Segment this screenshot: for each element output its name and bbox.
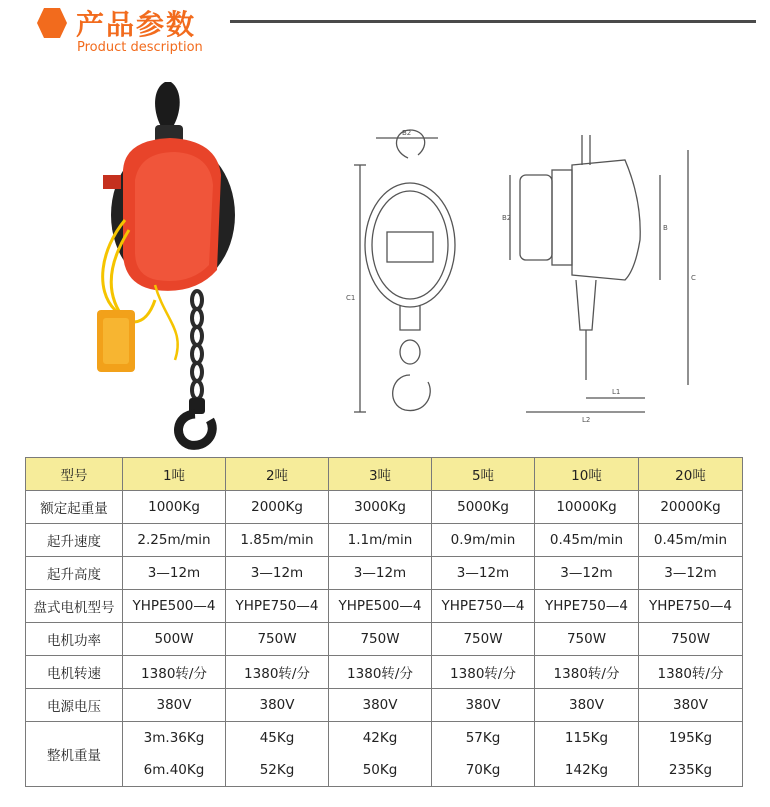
table-row — [26, 623, 743, 656]
dim-label-b2-top: B2 — [402, 129, 412, 137]
table-cell: 380V — [639, 689, 743, 722]
dim-label-l1: L1 — [612, 388, 621, 396]
table-cell: 1380转/分 — [123, 656, 226, 689]
table-cell: 1380转/分 — [226, 656, 329, 689]
row-label: 起升速度 — [26, 524, 123, 557]
table-cell: 3—12m — [329, 557, 432, 590]
table-cell: 380V — [432, 689, 535, 722]
table-cell: 750W — [329, 623, 432, 656]
section-title: 产品参数 — [76, 8, 197, 41]
table-cell: 2000Kg — [226, 491, 329, 524]
table-cell: 3—12m — [226, 557, 329, 590]
table-cell: 5000Kg — [432, 491, 535, 524]
table-cell — [329, 722, 432, 787]
dim-label-b: B — [663, 224, 668, 232]
weight-value: 45Kg — [259, 730, 295, 746]
table-cell — [432, 722, 535, 787]
table-cell: 750W — [432, 623, 535, 656]
column-header: 5吨 — [432, 458, 535, 491]
weight-value: 52Kg — [259, 762, 295, 778]
table-cell: YHPE750—4 — [226, 590, 329, 623]
table-cell: 500W — [123, 623, 226, 656]
table-cell — [535, 722, 639, 787]
weight-value: 3m.36Kg — [143, 730, 205, 746]
table-row — [26, 557, 743, 590]
weight-value: 115Kg — [564, 730, 609, 746]
weight-value: 70Kg — [465, 762, 501, 778]
row-label: 整机重量 — [26, 722, 123, 787]
header-divider — [230, 20, 756, 23]
table-cell — [639, 722, 743, 787]
weight-value: 50Kg — [362, 762, 398, 778]
column-header: 20吨 — [639, 458, 743, 491]
column-header: 3吨 — [329, 458, 432, 491]
section-header — [0, 0, 770, 62]
row-label: 起升高度 — [26, 557, 123, 590]
row-label: 电机功率 — [26, 623, 123, 656]
table-cell: 10000Kg — [535, 491, 639, 524]
table-cell: 380V — [535, 689, 639, 722]
section-subtitle: Product description — [77, 40, 203, 55]
table-cell: 20000Kg — [639, 491, 743, 524]
table-row — [26, 590, 743, 623]
weight-value: 6m.40Kg — [143, 762, 205, 778]
table-header-row — [26, 458, 743, 491]
table-cell: 1000Kg — [123, 491, 226, 524]
table-cell: 1380转/分 — [535, 656, 639, 689]
dim-label-c1: C1 — [346, 294, 356, 302]
table-cell: 750W — [226, 623, 329, 656]
weight-value: 195Kg — [668, 730, 713, 746]
table-cell: 2.25m/min — [123, 524, 226, 557]
table-row — [26, 656, 743, 689]
table-row — [26, 524, 743, 557]
table-cell: 380V — [226, 689, 329, 722]
table-cell: 750W — [535, 623, 639, 656]
table-cell: YHPE500—4 — [329, 590, 432, 623]
table-row — [26, 491, 743, 524]
column-header: 10吨 — [535, 458, 639, 491]
table-row — [26, 689, 743, 722]
table-cell: 3—12m — [432, 557, 535, 590]
table-cell: 1380转/分 — [432, 656, 535, 689]
column-header: 2吨 — [226, 458, 329, 491]
table-cell: 1380转/分 — [329, 656, 432, 689]
table-row-weight — [26, 722, 743, 787]
table-cell: 380V — [123, 689, 226, 722]
column-header: 1吨 — [123, 458, 226, 491]
table-cell: 1.1m/min — [329, 524, 432, 557]
dim-label-l2: L2 — [582, 416, 591, 424]
spec-table — [25, 457, 743, 787]
table-cell: 380V — [329, 689, 432, 722]
dim-label-c: C — [691, 274, 696, 282]
weight-value: 235Kg — [668, 762, 713, 778]
dim-label-b2-side: B2 — [502, 214, 512, 222]
table-cell: 1380转/分 — [639, 656, 743, 689]
row-label: 额定起重量 — [26, 491, 123, 524]
table-cell: 3—12m — [639, 557, 743, 590]
table-cell — [123, 722, 226, 787]
row-label: 盘式电机型号 — [26, 590, 123, 623]
hoist-photo — [95, 80, 240, 450]
table-cell: 0.45m/min — [639, 524, 743, 557]
row-label: 电机转速 — [26, 656, 123, 689]
table-cell: YHPE750—4 — [535, 590, 639, 623]
table-cell: 0.9m/min — [432, 524, 535, 557]
technical-drawing — [290, 120, 720, 430]
row-label: 电源电压 — [26, 689, 123, 722]
table-cell: YHPE500—4 — [123, 590, 226, 623]
table-cell: YHPE750—4 — [639, 590, 743, 623]
table-cell: 1.85m/min — [226, 524, 329, 557]
table-cell: 3—12m — [123, 557, 226, 590]
weight-value: 57Kg — [465, 730, 501, 746]
hexagon-icon — [36, 6, 68, 40]
table-cell: 0.45m/min — [535, 524, 639, 557]
weight-value: 142Kg — [564, 762, 609, 778]
table-cell: 3000Kg — [329, 491, 432, 524]
table-cell: YHPE750—4 — [432, 590, 535, 623]
table-cell: 3—12m — [535, 557, 639, 590]
weight-value: 42Kg — [362, 730, 398, 746]
table-cell: 750W — [639, 623, 743, 656]
table-cell — [226, 722, 329, 787]
column-header: 型号 — [26, 458, 123, 491]
